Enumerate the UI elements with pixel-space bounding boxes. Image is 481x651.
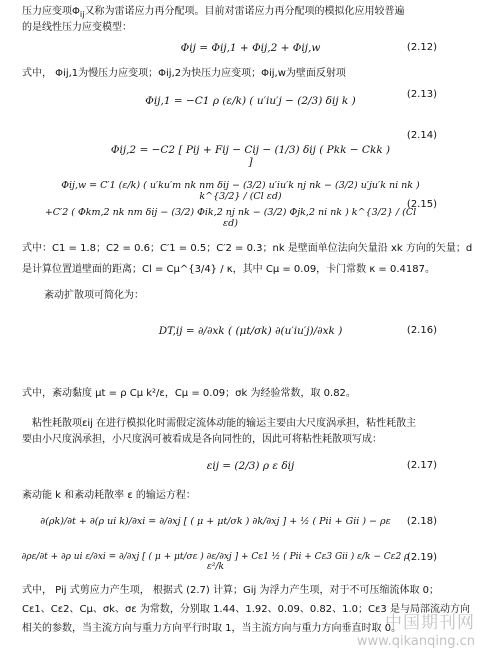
watermark-logo: 中国期刊网 — [385, 613, 475, 633]
paragraph-1-line-2: 的是线性压力应变模型： — [22, 22, 132, 33]
equation-2-15-formula-b: +C′2 ( Φkm,2 nk nm δij − (3/2) Φik,2 nj nk − (3/2) Φjk,2 ni nk ) k^{3/2} / (Cl εd) — [44, 207, 417, 229]
equation-2-15-line-1 — [0, 180, 481, 202]
equation-2-16-number: (2.16) — [406, 325, 437, 336]
paragraph-7: 紊动能 k 和紊动耗散率 ε 的输运方程： — [22, 490, 196, 501]
equation-2-16-formula: DT,ij = ∂/∂xk ( (μt/σk) ∂(u′iu′j)/∂xk ) — [158, 325, 343, 337]
paragraph-6-line-2: 要由小尺度涡承担，小尺度涡可被看成是各向同性的，因此可将粘性耗散项写成： — [22, 434, 382, 445]
equation-2-15-line-2 — [0, 199, 481, 229]
paragraph-3-line-2: 是计算位置道壁面的距离；Cl = Cμ^{3/4} / κ，其中 Cμ = 0.09，卡门常数 κ = 0.4187。 — [22, 264, 435, 275]
equation-2-17-number: (2.17) — [406, 460, 437, 471]
equation-2-16 — [0, 325, 481, 343]
paragraph-8-line-2: Cε1、Cε2、Cμ、σk、σε 为常数，分别取 1.44、1.92、0.09、0.82、1.0；Cε3 是与局部流动方向 — [22, 604, 470, 615]
watermark-url: www.qikanqing.cn — [356, 634, 475, 649]
paragraph-4: 紊动扩散项可简化为： — [44, 290, 144, 301]
equation-2-15-formula-a: Φij,w = C′1 (ε/k) ( u′ku′m nk nm δij − (3/2) u′iu′k nj nk − (3/2) u′ju′k ni nk ) k^{3/2} / (Cl εd) — [61, 180, 420, 202]
paragraph-8-line-3: 相关的参数，当主流方向与重力方向平行时取 1，当主流方向与重力方向垂直时取 0。 — [22, 623, 402, 634]
paragraph-5: 式中，紊动黏度 μt = ρ Cμ k²/ε，Cμ = 0.09；σk 为经验常数，取 0.82。 — [22, 388, 356, 399]
paragraph-2: 式中， Φij,1为慢压力应变项；Φij,2为快压力应变项；Φij,w为壁面反射项 — [22, 68, 346, 79]
equation-2-14-number: (2.14) — [406, 130, 437, 141]
equation-2-19-formula: ∂ρε/∂t + ∂ρ ui ε/∂xi = ∂/∂xj [ ( μ + μt/σε ) ∂ε/∂xj ] + Cε1 ½ ( Pii + Cε3 Gii ) ε/k − Cε2 ρ ε²/k — [21, 552, 410, 572]
equation-2-18-formula: ∂(ρk)/∂t + ∂(ρ ui k)/∂xi = ∂/∂xj [ ( μ + μt/σk ) ∂k/∂xj ] + ½ ( Pii + Gii ) − ρε — [40, 516, 391, 527]
paragraph-6-line-1: 粘性耗散项εij 在进行模拟化时需假定流体动能的输运主要由大尺度涡承担，粘性耗散主 — [32, 418, 417, 429]
paragraph-1-line-1: 压力应变项$\Phi_{ij}$又称为雷诺应力再分配项。目前对雷诺应力再分配项的模拟化应用较普遍 — [22, 6, 405, 19]
equation-2-17-formula: εij = (2/3) ρ ε δij — [206, 460, 295, 472]
equation-2-19-number: (2.19) — [406, 552, 437, 563]
equation-2-12 — [0, 42, 481, 60]
equation-2-15-number: (2.15) — [406, 199, 437, 210]
equation-2-13-formula: Φij,1 = −C1 ρ (ε/k) ( u′iu′j − (2/3) δij k ) — [145, 95, 356, 107]
equation-2-17 — [0, 460, 481, 478]
equation-2-13 — [0, 89, 481, 113]
equation-2-18-number: (2.18) — [406, 516, 437, 527]
equation-2-12-number: (2.12) — [406, 42, 437, 53]
equation-2-13-number: (2.13) — [406, 89, 437, 100]
equation-2-12-formula: Φij = Φij,1 + Φij,2 + Φij,w — [180, 42, 321, 54]
paragraph-8-line-1: 式中， Pij 式剪应力产生项， 根据式 (2.7) 计算；Gij 为浮力产生项，对于不可压缩流体取 0； — [22, 585, 439, 596]
equation-2-19 — [0, 552, 481, 570]
equation-2-14 — [0, 130, 481, 168]
equation-2-14-formula: Φij,2 = −C2 [ Pij + Fij − Cij − (1/3) δij ( Pkk − Ckk ) ] — [110, 144, 391, 168]
equation-2-18 — [0, 516, 481, 534]
paragraph-3-line-1: 式中：C1 = 1.8；C2 = 0.6；C′1 = 0.5；C′2 = 0.3；nk 是壁面单位法向矢量沿 xk 方向的矢量；d — [22, 243, 473, 254]
